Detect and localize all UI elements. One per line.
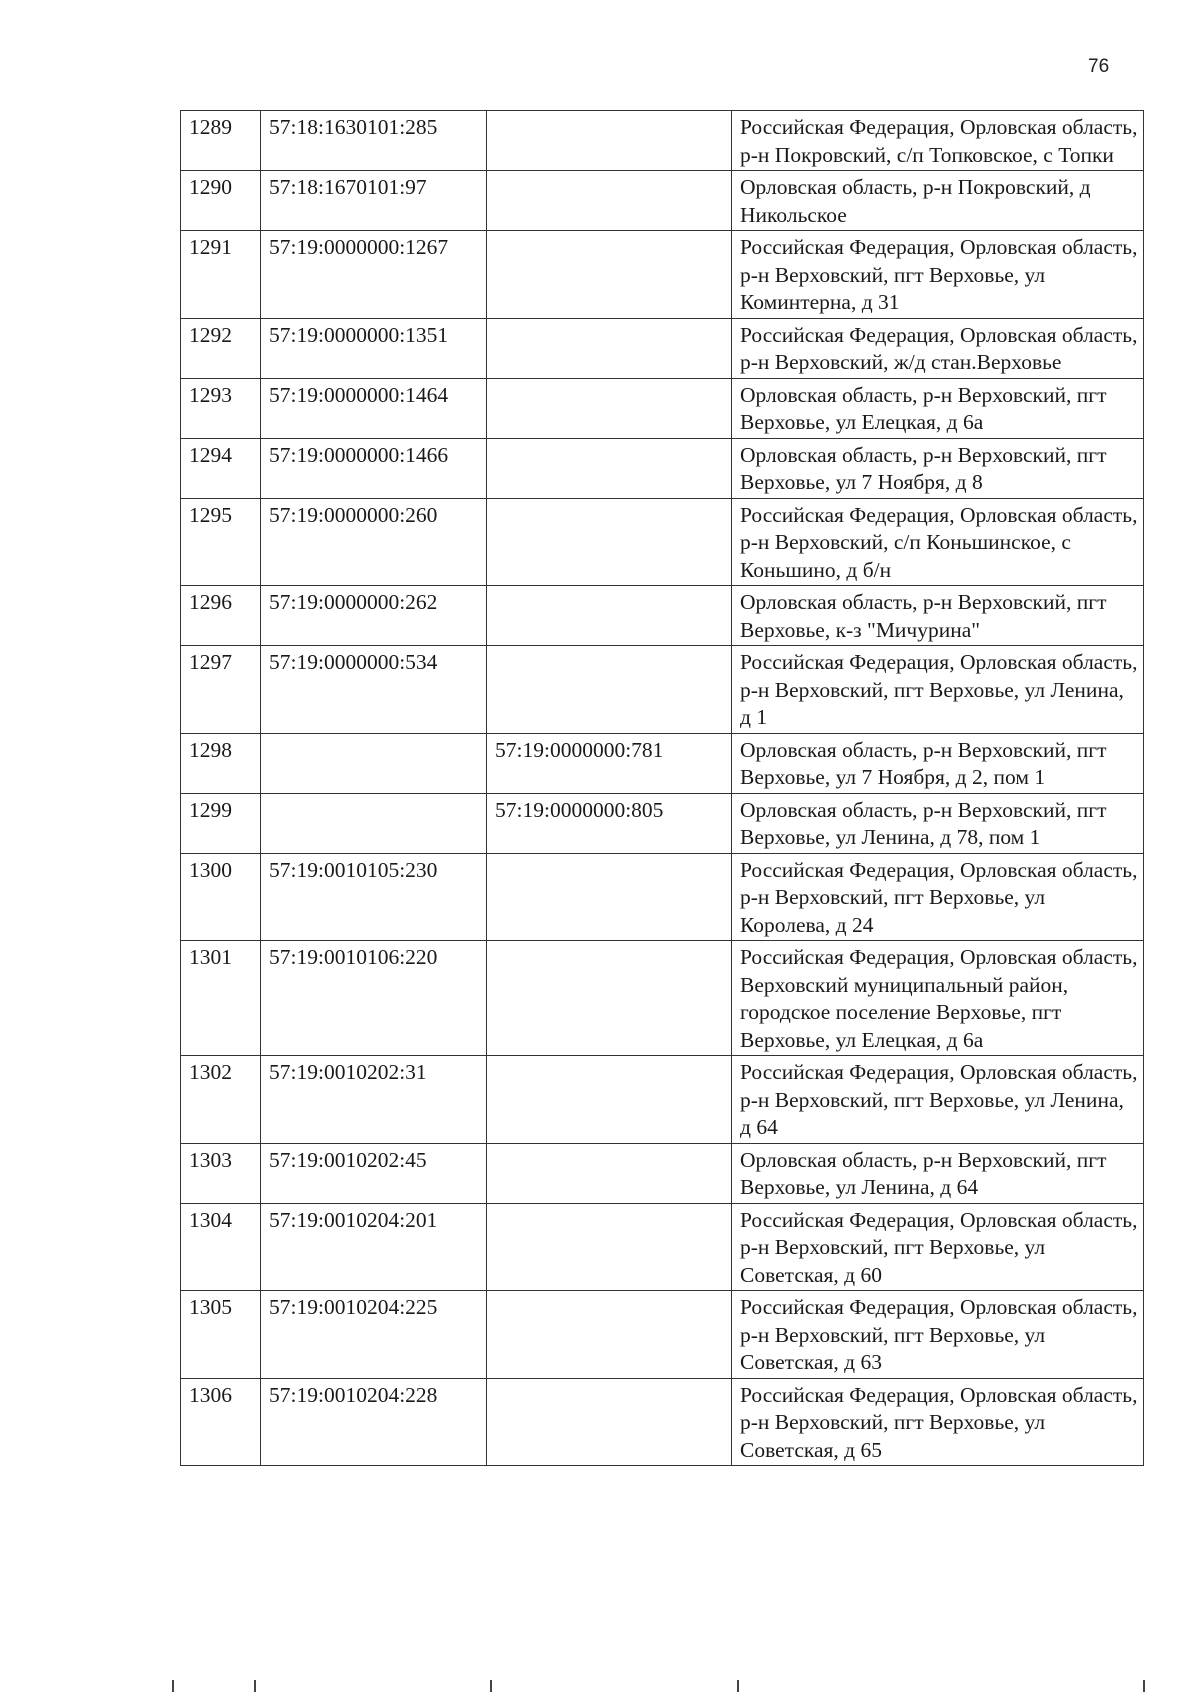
row-number-cell: 1291 [181, 231, 261, 319]
related-cadastral-number-cell: 57:19:0000000:805 [487, 793, 732, 853]
cadastral-number-cell: 57:19:0010204:228 [261, 1378, 487, 1466]
table-row [181, 231, 1144, 319]
cadastral-number-cell: 57:18:1630101:285 [261, 111, 487, 171]
cadastral-number-cell: 57:19:0010106:220 [261, 941, 487, 1056]
cadastral-number-cell: 57:19:0000000:1464 [261, 378, 487, 438]
table-row [181, 1378, 1144, 1466]
row-number-cell: 1306 [181, 1378, 261, 1466]
row-number-cell: 1303 [181, 1143, 261, 1203]
registry-table [180, 110, 1144, 1466]
table-row [181, 793, 1144, 853]
table-row [181, 1056, 1144, 1144]
table-row [181, 941, 1144, 1056]
address-cell: Орловская область, р-н Верховский, пгт Верховье, ул 7 Ноября, д 2, пом 1 [732, 733, 1144, 793]
table-row [181, 378, 1144, 438]
address-cell: Российская Федерация, Орловская область, р-н Верховский, с/п Коньшинское, с Коньшино, д б/н [732, 498, 1144, 586]
address-cell: Российская Федерация, Орловская область, р-н Верховский, ж/д стан.Верховье [732, 318, 1144, 378]
row-number-cell: 1289 [181, 111, 261, 171]
table-row [181, 438, 1144, 498]
address-cell: Орловская область, р-н Верховский, пгт Верховье, ул Ленина, д 78, пом 1 [732, 793, 1144, 853]
scan-tick-mark [1143, 1680, 1145, 1692]
row-number-cell: 1296 [181, 586, 261, 646]
table-row [181, 1203, 1144, 1291]
row-number-cell: 1305 [181, 1291, 261, 1379]
row-number-cell: 1293 [181, 378, 261, 438]
row-number-cell: 1290 [181, 171, 261, 231]
address-cell: Орловская область, р-н Верховский, пгт Верховье, ул 7 Ноября, д 8 [732, 438, 1144, 498]
row-number-cell: 1299 [181, 793, 261, 853]
table-row [181, 1291, 1144, 1379]
related-cadastral-number-cell [487, 586, 732, 646]
related-cadastral-number-cell [487, 231, 732, 319]
cadastral-number-cell: 57:19:0010204:201 [261, 1203, 487, 1291]
related-cadastral-number-cell [487, 498, 732, 586]
registry-table-body [181, 111, 1144, 1466]
table-row [181, 1143, 1144, 1203]
row-number-cell: 1301 [181, 941, 261, 1056]
scan-tick-mark [254, 1680, 256, 1692]
cadastral-number-cell [261, 733, 487, 793]
address-cell: Российская Федерация, Орловская область, р-н Верховский, пгт Верховье, ул Советская, д 63 [732, 1291, 1144, 1379]
table-row [181, 171, 1144, 231]
related-cadastral-number-cell [487, 111, 732, 171]
related-cadastral-number-cell [487, 1143, 732, 1203]
row-number-cell: 1295 [181, 498, 261, 586]
related-cadastral-number-cell [487, 853, 732, 941]
address-cell: Орловская область, р-н Верховский, пгт Верховье, ул Елецкая, д 6а [732, 378, 1144, 438]
table-row [181, 111, 1144, 171]
table-row [181, 733, 1144, 793]
address-cell: Российская Федерация, Орловская область, р-н Верховский, пгт Верховье, ул Советская, д 60 [732, 1203, 1144, 1291]
row-number-cell: 1294 [181, 438, 261, 498]
address-cell: Российская Федерация, Орловская область, р-н Верховский, пгт Верховье, ул Советская, д 65 [732, 1378, 1144, 1466]
row-number-cell: 1298 [181, 733, 261, 793]
row-number-cell: 1292 [181, 318, 261, 378]
table-row [181, 318, 1144, 378]
table-row [181, 646, 1144, 734]
cadastral-number-cell: 57:19:0000000:1267 [261, 231, 487, 319]
table-row [181, 498, 1144, 586]
address-cell: Российская Федерация, Орловская область, р-н Верховский, пгт Верховье, ул Ленина, д 64 [732, 1056, 1144, 1144]
address-cell: Орловская область, р-н Верховский, пгт Верховье, ул Ленина, д 64 [732, 1143, 1144, 1203]
related-cadastral-number-cell [487, 1056, 732, 1144]
row-number-cell: 1297 [181, 646, 261, 734]
cadastral-number-cell: 57:19:0000000:1466 [261, 438, 487, 498]
scan-tick-mark [172, 1680, 174, 1692]
cadastral-number-cell: 57:19:0000000:260 [261, 498, 487, 586]
cadastral-number-cell: 57:19:0000000:534 [261, 646, 487, 734]
address-cell: Российская Федерация, Орловская область, р-н Верховский, пгт Верховье, ул Ленина, д 1 [732, 646, 1144, 734]
cadastral-number-cell: 57:19:0010202:31 [261, 1056, 487, 1144]
address-cell: Орловская область, р-н Покровский, д Никольское [732, 171, 1144, 231]
row-number-cell: 1300 [181, 853, 261, 941]
cadastral-number-cell: 57:19:0000000:262 [261, 586, 487, 646]
cadastral-number-cell: 57:19:0000000:1351 [261, 318, 487, 378]
related-cadastral-number-cell [487, 1378, 732, 1466]
cadastral-number-cell: 57:19:0010204:225 [261, 1291, 487, 1379]
row-number-cell: 1302 [181, 1056, 261, 1144]
bottom-scan-marks [0, 1672, 1200, 1696]
related-cadastral-number-cell [487, 171, 732, 231]
related-cadastral-number-cell: 57:19:0000000:781 [487, 733, 732, 793]
related-cadastral-number-cell [487, 1291, 732, 1379]
related-cadastral-number-cell [487, 941, 732, 1056]
row-number-cell: 1304 [181, 1203, 261, 1291]
cadastral-number-cell [261, 793, 487, 853]
related-cadastral-number-cell [487, 438, 732, 498]
related-cadastral-number-cell [487, 646, 732, 734]
table-row [181, 853, 1144, 941]
related-cadastral-number-cell [487, 378, 732, 438]
scan-tick-mark [490, 1680, 492, 1692]
table-row [181, 586, 1144, 646]
related-cadastral-number-cell [487, 318, 732, 378]
cadastral-number-cell: 57:19:0010202:45 [261, 1143, 487, 1203]
page-number: 76 [1088, 56, 1110, 77]
address-cell: Орловская область, р-н Верховский, пгт Верховье, к-з "Мичурина" [732, 586, 1144, 646]
scan-tick-mark [737, 1680, 739, 1692]
address-cell: Российская Федерация, Орловская область, р-н Верховский, пгт Верховье, ул Коминтерна, д 31 [732, 231, 1144, 319]
related-cadastral-number-cell [487, 1203, 732, 1291]
address-cell: Российская Федерация, Орловская область, р-н Покровский, с/п Топковское, с Топки [732, 111, 1144, 171]
cadastral-number-cell: 57:18:1670101:97 [261, 171, 487, 231]
address-cell: Российская Федерация, Орловская область, р-н Верховский, пгт Верховье, ул Королева, д 24 [732, 853, 1144, 941]
cadastral-number-cell: 57:19:0010105:230 [261, 853, 487, 941]
address-cell: Российская Федерация, Орловская область, Верховский муниципальный район, городское поселение Верховье, пгт Верховье, ул Елецкая, д 6а [732, 941, 1144, 1056]
